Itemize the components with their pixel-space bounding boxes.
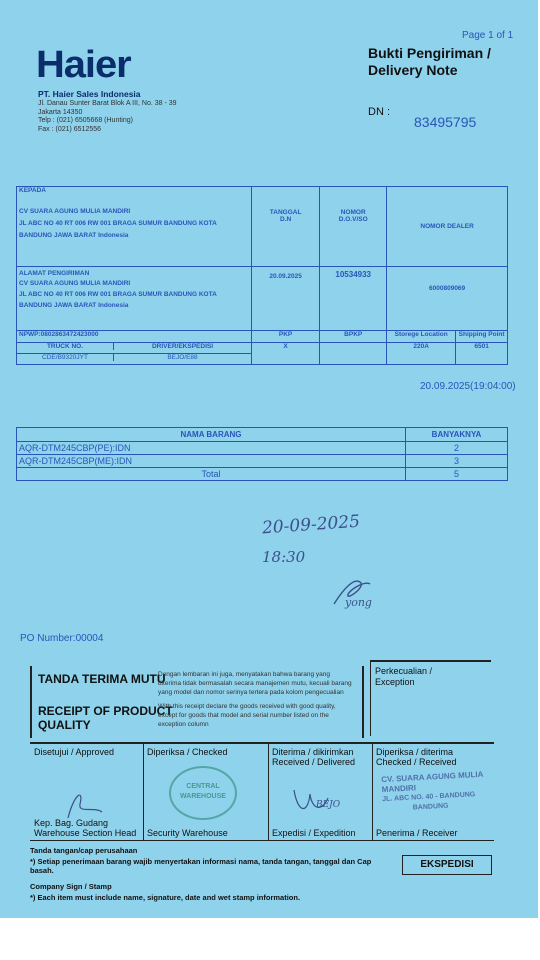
nomor-value-text: 10534933 bbox=[335, 270, 371, 279]
npwp-text: NPWP:0802863472423000 bbox=[19, 331, 99, 338]
central-stamp-line-2: WAREHOUSE bbox=[180, 793, 226, 800]
storage-value bbox=[387, 343, 456, 365]
items-table bbox=[16, 427, 508, 481]
total-row bbox=[17, 468, 508, 481]
item-name: AQR-DTM245CBP(ME):IDN bbox=[17, 455, 406, 468]
tanda-terima-title: TANDA TERIMA MUTU bbox=[38, 672, 166, 686]
received-line-1: Diperiksa / diterima bbox=[376, 747, 454, 757]
receipt-title bbox=[38, 704, 173, 732]
item-name: AQR-DTM245CBP(PE):IDN bbox=[17, 442, 406, 455]
header-info-table bbox=[16, 186, 508, 365]
central-warehouse-stamp bbox=[169, 766, 237, 820]
note-en-title: Company Sign / Stamp bbox=[30, 882, 112, 891]
kepada-addr2: BANDUNG JAWA BARAT Indonesia bbox=[19, 232, 129, 239]
nomor-header bbox=[320, 187, 387, 267]
receiver-cell bbox=[372, 744, 494, 840]
phone-line: Telp : (021) 6505668 (Hunting) bbox=[38, 117, 133, 124]
pkp-label: PKP bbox=[278, 331, 293, 338]
dealer-label: NOMOR DEALER bbox=[420, 223, 474, 230]
note-id-text: *) Setiap penerimaan barang wajib menyertakan informasi nama, tanda tangan, tanggal dan Cap basah. bbox=[30, 857, 372, 875]
kepada-label: KEPADA bbox=[19, 187, 46, 194]
expedition-label: Expedisi / Expedition bbox=[272, 828, 356, 838]
item-qty: 2 bbox=[406, 442, 508, 455]
sig-bejo: BEJO bbox=[316, 800, 341, 810]
wh-head-line-2: Warehouse Section Head bbox=[34, 828, 137, 838]
alamat-label: ALAMAT PENGIRIMAN bbox=[19, 270, 90, 277]
nomor-value bbox=[320, 267, 387, 331]
po-number: PO Number:00004 bbox=[20, 633, 104, 644]
dealer-header bbox=[387, 187, 508, 267]
dealer-value bbox=[387, 267, 508, 331]
alamat-name: CV SUARA AGUNG MULIA MANDIRI bbox=[19, 280, 131, 287]
tanggal-label: TANGGAL bbox=[269, 209, 302, 216]
note-en-text: *) Each item must include name, signature, date and wet stamp information. bbox=[30, 893, 301, 902]
dealer-value-text: 6000809069 bbox=[429, 285, 466, 292]
exception-label-1: Perkecualian / bbox=[375, 666, 433, 676]
kepada-name: CV SUARA AGUNG MULIA MANDIRI bbox=[19, 208, 131, 215]
shipping-label: Shipping Point bbox=[458, 331, 505, 338]
received-label bbox=[372, 744, 494, 770]
signature-table bbox=[30, 742, 494, 841]
title-line-1: Bukti Pengiriman / bbox=[368, 45, 491, 61]
storage-label: Storege Location bbox=[394, 331, 448, 338]
item-name-header: NAMA BARANG bbox=[17, 428, 406, 442]
receiver-label: Penerima / Receiver bbox=[376, 828, 458, 838]
note-id-title: Tanda tangan/cap perusahaan bbox=[30, 846, 138, 855]
nomor-label: NOMOR bbox=[340, 209, 366, 216]
company-address bbox=[38, 100, 177, 134]
central-stamp-line-1: CENTRAL bbox=[186, 783, 220, 790]
truck-label: TRUCK NO. bbox=[17, 343, 114, 350]
alamat-addr2: BANDUNG JAWA BARAT Indonesia bbox=[19, 302, 129, 309]
page-indicator: Page 1 of 1 bbox=[462, 30, 514, 41]
bpkp-header bbox=[320, 331, 387, 343]
haier-logo: Haier bbox=[36, 44, 131, 86]
tanggal-sub: D.N bbox=[280, 216, 292, 223]
bpkp-label: BPKP bbox=[344, 331, 363, 338]
pkp-value bbox=[252, 343, 320, 365]
handwritten-date: 20-09-2025 bbox=[261, 511, 361, 539]
signature-name: yong bbox=[345, 596, 372, 609]
checked-label: Diperiksa / Checked bbox=[147, 747, 228, 757]
tanggal-header bbox=[252, 187, 320, 267]
truck-driver-values bbox=[17, 354, 252, 365]
receipt-text-id: Dengan lembaran ini juga, menyatakan bahwa barang yang diterima tidak bermasalah secara manajemen mutu, kecuali barang yang model dan nomor serinya tertera pada kolom pengecualian bbox=[158, 671, 352, 696]
security-label: Security Warehouse bbox=[147, 828, 228, 838]
driver-value: BEJO/E88 bbox=[167, 354, 198, 361]
kepada-cell bbox=[17, 187, 252, 267]
expedition-cell bbox=[268, 744, 373, 840]
driver-label: DRIVER/EKSPEDISI bbox=[151, 343, 214, 350]
approved-label: Disetujui / Approved bbox=[34, 747, 115, 757]
table-row bbox=[17, 442, 508, 455]
item-qty: 3 bbox=[406, 455, 508, 468]
exception-box bbox=[370, 660, 491, 736]
ekspedisi-label: EKSPEDISI bbox=[402, 855, 492, 875]
title-line-2: Delivery Note bbox=[368, 62, 458, 78]
truck-driver-cell bbox=[17, 343, 252, 354]
shipping-value-text: 6501 bbox=[474, 343, 489, 350]
company-stamp-line-3: BANDUNG bbox=[412, 802, 449, 812]
exception-label bbox=[371, 662, 491, 692]
dn-number: 83495795 bbox=[414, 114, 477, 130]
dn-label: DN : bbox=[368, 106, 390, 118]
alamat-cell bbox=[17, 267, 252, 331]
delivered-line-2: Received / Delivered bbox=[272, 757, 356, 767]
item-qty-header: BANYAKNYA bbox=[406, 428, 508, 442]
exception-label-2: Exception bbox=[375, 677, 415, 687]
storage-value-text: 220A bbox=[413, 343, 429, 350]
npwp-cell bbox=[17, 331, 252, 343]
receipt-title-line-2: QUALITY bbox=[38, 718, 91, 732]
document-title bbox=[368, 45, 491, 79]
delivered-line-1: Diterima / dikirimkan bbox=[272, 747, 354, 757]
receipt-title-line-1: RECEIPT OF PRODUCT bbox=[38, 704, 173, 718]
pkp-value-text: X bbox=[283, 343, 288, 350]
approved-cell bbox=[30, 744, 144, 840]
company-stamp-line-1: CV. SUARA AGUNG MULIA MANDIRI bbox=[381, 769, 484, 795]
approved-signature bbox=[60, 784, 110, 824]
shipping-header bbox=[456, 331, 508, 343]
nomor-sub: D.O.V/SO bbox=[338, 216, 368, 223]
received-line-2: Checked / Received bbox=[376, 757, 457, 767]
shipping-value bbox=[456, 343, 508, 365]
delivered-label bbox=[268, 744, 372, 770]
truck-value: CDE/B9320JYT bbox=[17, 354, 114, 361]
table-row bbox=[17, 455, 508, 468]
fax-line: Fax : (021) 6512556 bbox=[38, 125, 102, 133]
print-timestamp: 20.09.2025(19:04:00) bbox=[420, 381, 516, 392]
pkp-header bbox=[252, 331, 320, 343]
tanggal-value bbox=[252, 267, 320, 331]
wh-head-line-1: Kep. Bag. Gudang bbox=[34, 818, 109, 828]
kepada-addr1: JL ABC NO 40 RT 006 RW 001 BRAGA SUMUR BANDUNG KOTA bbox=[19, 220, 217, 227]
address-line-2: Jakarta 14350 bbox=[38, 108, 83, 116]
checked-cell bbox=[143, 744, 269, 840]
address-line-1: Jl. Danau Sunter Barat Blok A III, No. 38 - 39 bbox=[38, 100, 177, 107]
company-stamp-line-2: JL. ABC NO. 40 - BANDUNG bbox=[382, 791, 476, 804]
total-value: 5 bbox=[406, 468, 508, 481]
receiver-signature bbox=[320, 568, 390, 618]
receipt-text-en: With this receipt declare the goods received with good quality, except for goods that model and serial number listed on the exception column bbox=[158, 703, 336, 728]
bpkp-value bbox=[320, 343, 387, 365]
alamat-addr1: JL ABC NO 40 RT 006 RW 001 BRAGA SUMUR BANDUNG KOTA bbox=[19, 291, 217, 298]
storage-header bbox=[387, 331, 456, 343]
handwritten-time: 18:30 bbox=[262, 548, 306, 566]
total-label: Total bbox=[17, 468, 406, 481]
tanggal-value-text: 20.09.2025 bbox=[269, 273, 302, 280]
company-stamp bbox=[381, 769, 501, 815]
company-name: PT. Haier Sales Indonesia bbox=[38, 89, 141, 99]
